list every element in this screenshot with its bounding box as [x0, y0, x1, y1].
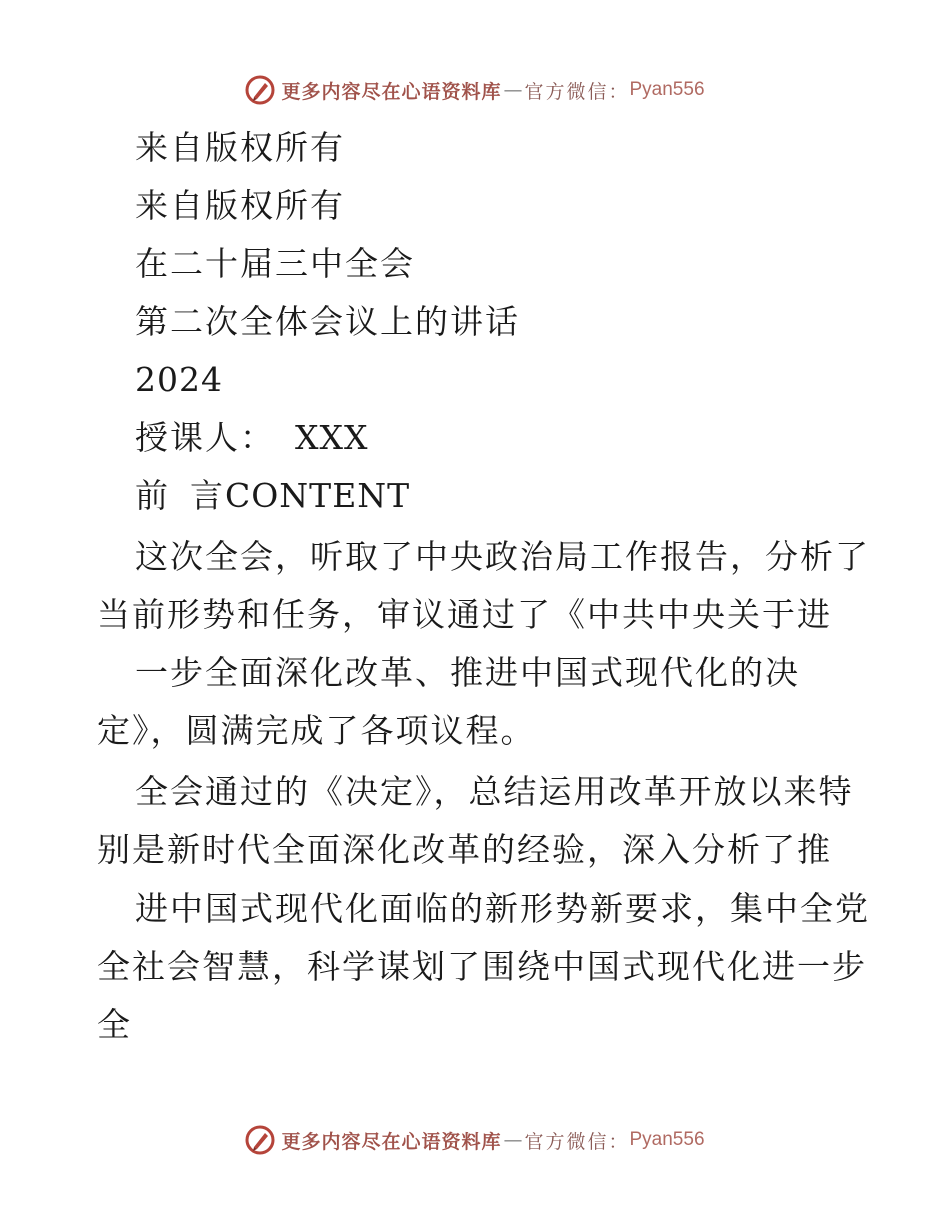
pen-logo-icon: [245, 1125, 275, 1155]
watermark-main-text: 更多内容尽在心语资料库: [281, 80, 502, 103]
watermark-main-text: 更多内容尽在心语资料库: [281, 1130, 502, 1153]
year-line: 2024: [135, 360, 223, 399]
paragraph-2-line-5: 全: [97, 1005, 132, 1044]
copyright-line-1: 来自版权所有: [135, 128, 345, 167]
watermark-wechat-id: Pyan556: [629, 79, 705, 100]
paragraph-2-line-3: 进中国式现代化面临的新形势新要求，集中全党: [135, 889, 870, 928]
paragraph-2-line-2: 别是新时代全面深化改革的经验，深入分析了推: [97, 830, 832, 869]
watermark-dash: —: [503, 1129, 523, 1151]
paragraph-1-line-2: 当前形势和任务，审议通过了《中共中央关于进: [97, 595, 832, 634]
header-watermark: [0, 70, 950, 110]
paragraph-1-line-1: 这次全会，听取了中央政治局工作报告，分析了: [135, 537, 870, 576]
lecturer-name: XXX: [295, 418, 369, 457]
preface-char-1: 前: [135, 476, 170, 515]
watermark-official-label: 官方微信：: [524, 1130, 630, 1153]
lecturer-line: [135, 418, 368, 458]
preface-content-word: CONTENT: [225, 476, 411, 515]
pen-logo-icon: [245, 75, 275, 105]
footer-watermark: [0, 1120, 950, 1160]
copyright-line-2: 来自版权所有: [135, 186, 345, 225]
paragraph-1-line-4: 定》，圆满完成了各项议程。: [97, 711, 536, 750]
paragraph-2-line-1: 全会通过的《决定》，总结运用改革开放以来特: [135, 772, 854, 811]
paragraph-2-line-4: 全社会智慧，科学谋划了围绕中国式现代化进一步: [97, 947, 867, 986]
paragraph-1-line-3: 一步全面深化改革、推进中国式现代化的决: [135, 653, 800, 692]
title-line-2: 第二次全体会议上的讲话: [135, 302, 520, 341]
preface-char-2: 言: [190, 476, 225, 515]
watermark-dash: —: [503, 79, 523, 101]
watermark-official-label: 官方微信：: [524, 80, 630, 103]
watermark-wechat-id: Pyan556: [629, 1129, 705, 1150]
lecturer-label: 授课人：: [135, 418, 275, 457]
preface-heading: [135, 476, 410, 516]
title-line-1: 在二十届三中全会: [135, 244, 415, 283]
